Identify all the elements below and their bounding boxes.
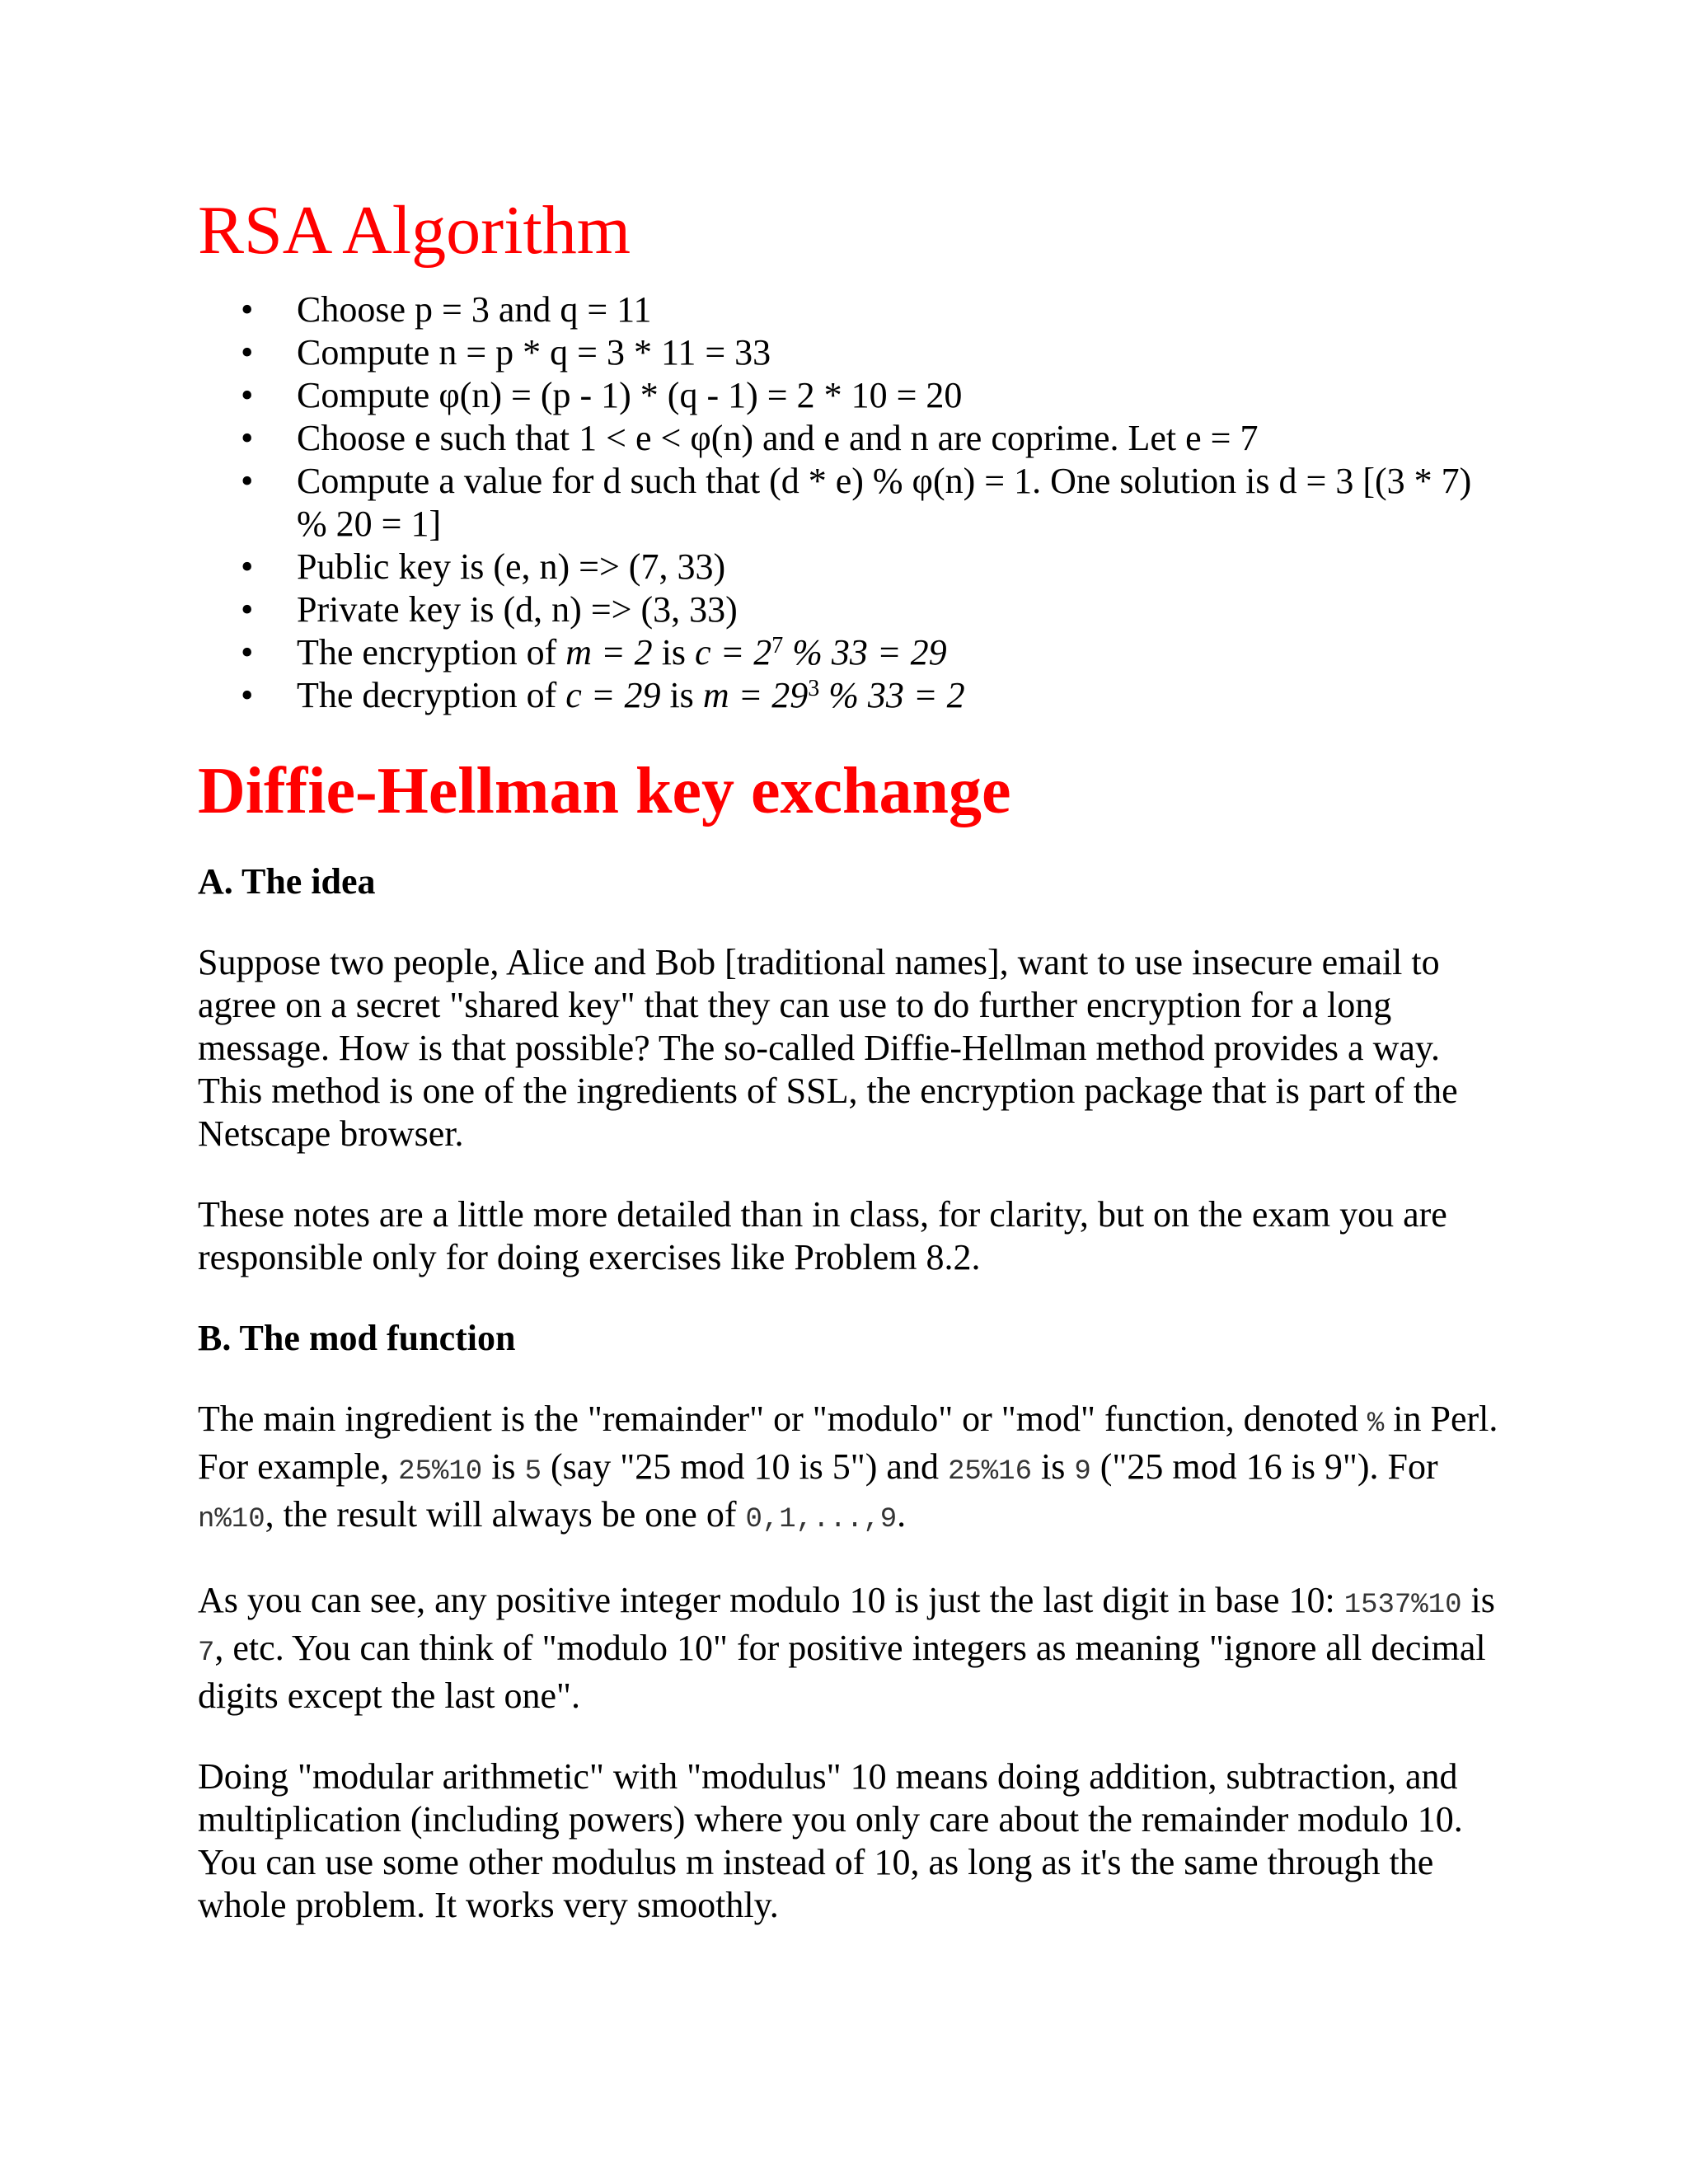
document-page: [198, 190, 1508, 1965]
text-run: is: [482, 1446, 525, 1487]
text-run: .: [897, 1494, 907, 1535]
list-item: [198, 460, 1508, 546]
list-item: [198, 546, 1508, 588]
list-item-text: Compute φ(n) = (p - 1) * (q - 1) = 2 * 10 = 20: [297, 375, 963, 415]
list-item: [198, 288, 1508, 331]
bullet-icon: •: [241, 589, 254, 630]
text-run: , etc. You can think of "modulo 10" for positive integers as meaning "ignore all decimal digits except the last one".: [198, 1628, 1486, 1716]
list-item-decryption: [198, 674, 1508, 717]
exponent: 3: [808, 676, 820, 701]
bullet-icon: •: [241, 332, 254, 373]
rsa-title: RSA Algorithm: [198, 192, 631, 269]
bullet-icon: •: [241, 375, 254, 415]
list-item-text: Private key is (d, n) => (3, 33): [297, 589, 738, 630]
bullet-icon: •: [241, 675, 254, 715]
list-item-text: Compute n = p * q = 3 * 11 = 33: [297, 332, 771, 373]
section-a-paragraph-1: Suppose two people, Alice and Bob [traditional names], want to use insecure email to agree on a secret "shared key" that they can use to do further encryption for a long message. How is that possible? The so-called Diffie-Hellman method provides a way. This method is one of the ingredients of SSL, the encryption package that is part of the Netscape browser.: [198, 942, 1458, 1154]
code-run: 1537%10: [1343, 1590, 1462, 1621]
math-run: m = 2: [565, 632, 653, 673]
math-run: m = 29: [702, 675, 809, 715]
math-run: % 33 = 2: [819, 675, 965, 715]
bullet-icon: •: [241, 289, 254, 330]
rsa-steps-list: [198, 288, 1508, 717]
section-b-paragraph-2: [198, 1579, 1508, 1718]
bullet-icon: •: [241, 461, 254, 501]
list-item: [198, 374, 1508, 417]
code-run: %: [1367, 1408, 1385, 1440]
math-run: c = 29: [565, 675, 661, 715]
list-item: [198, 588, 1508, 631]
dh-title: Diffie-Hellman key exchange: [198, 755, 1011, 827]
bullet-icon: •: [241, 632, 254, 673]
section-b-paragraph-3: Doing "modular arithmetic" with "modulus" 10 means doing addition, subtraction, and multiplication (including powers) where you only care about the remainder modulo 10. You can use some other modulus m instead of 10, as long as it's the same through the whole problem. It works very smoothly.: [198, 1756, 1463, 1925]
text-run: , the result will always be one of: [265, 1494, 746, 1535]
code-run: 7: [198, 1638, 215, 1669]
math-run: c = 2: [695, 632, 772, 673]
text-run: The decryption of: [297, 675, 566, 715]
text-run: (say "25 mod 10 is 5") and: [541, 1446, 948, 1487]
list-item: [198, 331, 1508, 374]
text-run: The encryption of: [297, 632, 566, 673]
text-run: is: [1031, 1446, 1075, 1487]
math-run: % 33 = 29: [783, 632, 947, 673]
section-b-paragraph-1: [198, 1398, 1508, 1541]
section-b-heading: B. The mod function: [198, 1318, 516, 1358]
code-run: 9: [1074, 1456, 1091, 1488]
text-run: is: [1461, 1580, 1495, 1620]
text-run: is: [660, 675, 703, 715]
code-run: 25%16: [947, 1456, 1032, 1488]
section-a-paragraph-2: These notes are a little more detailed than in class, for clarity, but on the exam you are responsible only for doing exercises like Problem 8.2.: [198, 1194, 1447, 1277]
list-item: [198, 417, 1508, 460]
list-item-text: Choose e such that 1 < e < φ(n) and e and n are coprime. Let e = 7: [297, 418, 1259, 458]
exponent: 7: [771, 633, 784, 658]
text-run: The main ingredient is the "remainder" or "modulo" or "mod" function, denoted: [198, 1399, 1367, 1439]
bullet-icon: •: [241, 546, 254, 587]
code-run: 25%10: [398, 1456, 483, 1488]
text-run: is: [652, 632, 696, 673]
list-item-text: Compute a value for d such that (d * e) % φ(n) = 1. One solution is d = 3 [(3 * 7) % 20 = 1]: [297, 461, 1472, 544]
list-item-text: Public key is (e, n) => (7, 33): [297, 546, 726, 587]
list-item-text: Choose p = 3 and q = 11: [297, 289, 652, 330]
code-run: 5: [524, 1456, 542, 1488]
text-run: As you can see, any positive integer modulo 10 is just the last digit in base 10:: [198, 1580, 1344, 1620]
code-run: 0,1,...,9: [745, 1504, 898, 1535]
section-a-heading: A. The idea: [198, 861, 376, 902]
text-run: ("25 mod 16 is 9"). For: [1090, 1446, 1438, 1487]
text-run: in Perl. For example,: [198, 1399, 1498, 1487]
bullet-icon: •: [241, 418, 254, 458]
list-item-encryption: [198, 631, 1508, 674]
code-run: n%10: [198, 1504, 265, 1535]
